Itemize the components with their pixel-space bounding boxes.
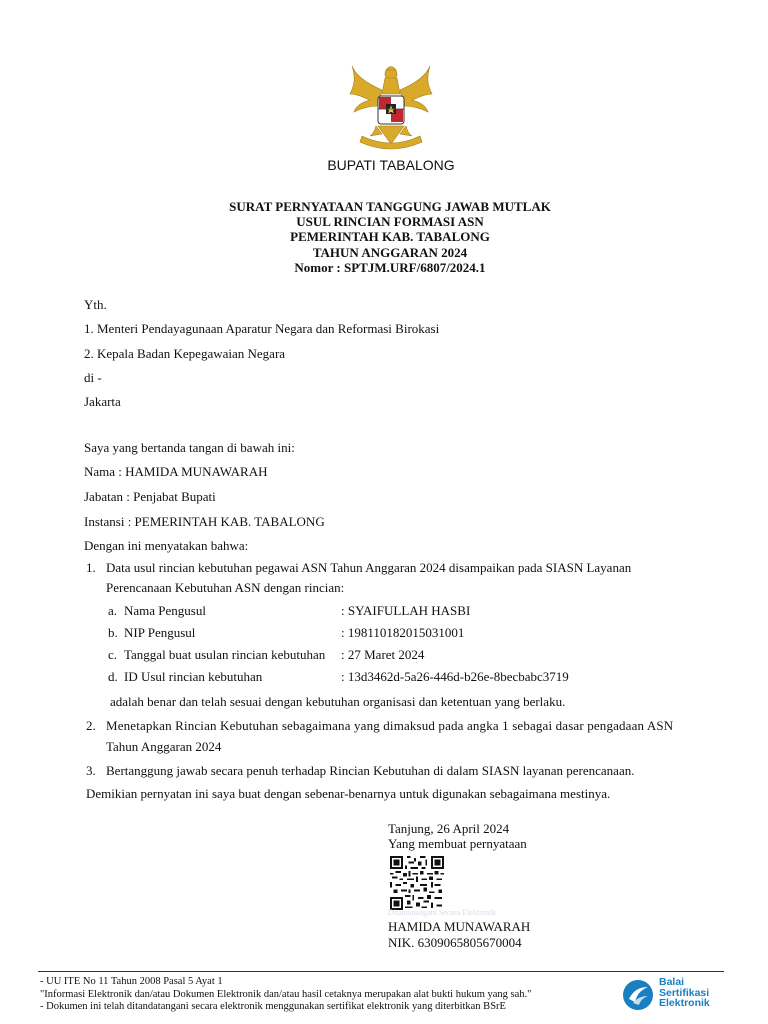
recipient-city: Jakarta xyxy=(84,394,121,409)
detail-letter: b. xyxy=(108,625,118,640)
point-2-text: Tahun Anggaran 2024 xyxy=(106,739,222,754)
detail-row xyxy=(108,625,628,647)
detail-letter: c. xyxy=(108,647,118,662)
footer-line: - UU ITE No 11 Tahun 2008 Pasal 5 Ayat 1 xyxy=(40,976,223,987)
bsre-text: Elektronik xyxy=(659,997,710,1009)
place-date: Tanjung, 26 April 2024 xyxy=(388,821,510,836)
title-line: USUL RINCIAN FORMASI ASN xyxy=(296,214,484,230)
bsre-text: Sertifikasi xyxy=(659,986,710,999)
detail-row xyxy=(108,603,628,625)
signature-name: HAMIDA MUNAWARAH xyxy=(388,919,531,934)
document-title xyxy=(0,199,768,275)
point-number: 3. xyxy=(86,763,96,778)
garuda-emblem-icon xyxy=(348,64,434,152)
point-1-tail: adalah benar dan telah sesuai dengan kebutuhan organisasi dan ketentuan yang berlaku. xyxy=(110,694,566,709)
detail-value: : 13d3462d-5a26-446d-b26e-8becbabc3719 xyxy=(341,669,569,684)
recipient-di: di - xyxy=(84,370,102,385)
point-1-text: Perencanaan Kebutuhan ASN dengan rincian: xyxy=(106,580,345,595)
detail-value: : SYAIFULLAH HASBI xyxy=(341,603,471,618)
footer-notes xyxy=(40,976,531,1014)
detail-letter: d. xyxy=(108,669,118,684)
point-number: 2. xyxy=(86,718,96,733)
recipient-item: 2. Kepala Badan Kepegawaian Negara xyxy=(84,346,286,361)
signer-name: Nama : HAMIDA MUNAWARAH xyxy=(84,464,268,479)
signature-nik: NIK. 6309065805670004 xyxy=(388,935,522,950)
salutation: Yth. xyxy=(84,297,107,312)
qr-code-icon xyxy=(390,856,444,910)
declaration-intro: Dengan ini menyatakan bahwa: xyxy=(84,538,249,553)
recipient-item: 1. Menteri Pendayagunaan Aparatur Negara dan Reformasi Birokasi xyxy=(84,321,440,336)
footer-line: - Dokumen ini telah ditandatangani secara elektronik menggunakan sertifikat elektronik yang diterbitkan BSrE xyxy=(40,1001,506,1013)
title-line: PEMERINTAH KAB. TABALONG xyxy=(290,229,490,245)
detail-label: NIP Pengusul xyxy=(124,625,196,640)
point-2-text: Menetapkan Rincian Kebutuhan sebagaimana yang dimaksud pada angka 1 sebagai dasar pengadaan ASN xyxy=(106,718,674,733)
signer-position: Jabatan : Penjabat Bupati xyxy=(84,489,216,504)
signer-institution: Instansi : PEMERINTAH KAB. TABALONG xyxy=(84,514,325,529)
detail-row xyxy=(108,647,628,669)
detail-value: : 198110182015031001 xyxy=(341,625,465,640)
detail-label: Tanggal buat usulan rincian kebutuhan xyxy=(124,647,326,662)
e-sign-note: Ditandatangani Secara Elektronik xyxy=(388,908,496,917)
detail-table xyxy=(108,603,628,691)
detail-letter: a. xyxy=(108,603,118,618)
point-3-text: Bertanggung jawab secara penuh terhadap Rincian Kebutuhan di dalam SIASN layanan perencanaan. xyxy=(106,763,635,778)
signer-intro: Saya yang bertanda tangan di bawah ini: xyxy=(84,440,295,455)
title-line: TAHUN ANGGARAN 2024 xyxy=(312,244,468,260)
point-1-text: Data usul rincian kebutuhan pegawai ASN Tahun Anggaran 2024 disampaikan pada SIASN Layanan xyxy=(106,560,632,575)
signer-role: Yang membuat pernyataan xyxy=(388,836,527,851)
title-line: SURAT PERNYATAAN TANGGUNG JAWAB MUTLAK xyxy=(229,199,551,214)
closing-statement: Demikian pernyatan ini saya buat dengan sebenar-benarnya untuk digunakan sebagaimana mestinya. xyxy=(86,786,611,801)
bsre-emblem-icon xyxy=(621,978,655,1012)
bsre-text: Balai xyxy=(659,976,685,988)
detail-row xyxy=(108,669,628,691)
point-number: 1. xyxy=(86,560,96,575)
detail-label: Nama Pengusul xyxy=(124,603,206,618)
detail-value: : 27 Maret 2024 xyxy=(341,647,425,662)
office-heading: BUPATI TABALONG xyxy=(327,157,455,173)
document-number: Nomor : SPTJM.URF/6807/2024.1 xyxy=(294,259,486,275)
bsre-wordmark xyxy=(659,977,710,1009)
bsre-logo xyxy=(621,976,725,1012)
footer-line: "Informasi Elektronik dan/atau Dokumen Elektronik dan/atau hasil cetaknya merupakan alat bukti hukum yang sah." xyxy=(40,988,532,1000)
footer-divider xyxy=(38,971,724,972)
detail-label: ID Usul rincian kebutuhan xyxy=(124,669,263,684)
